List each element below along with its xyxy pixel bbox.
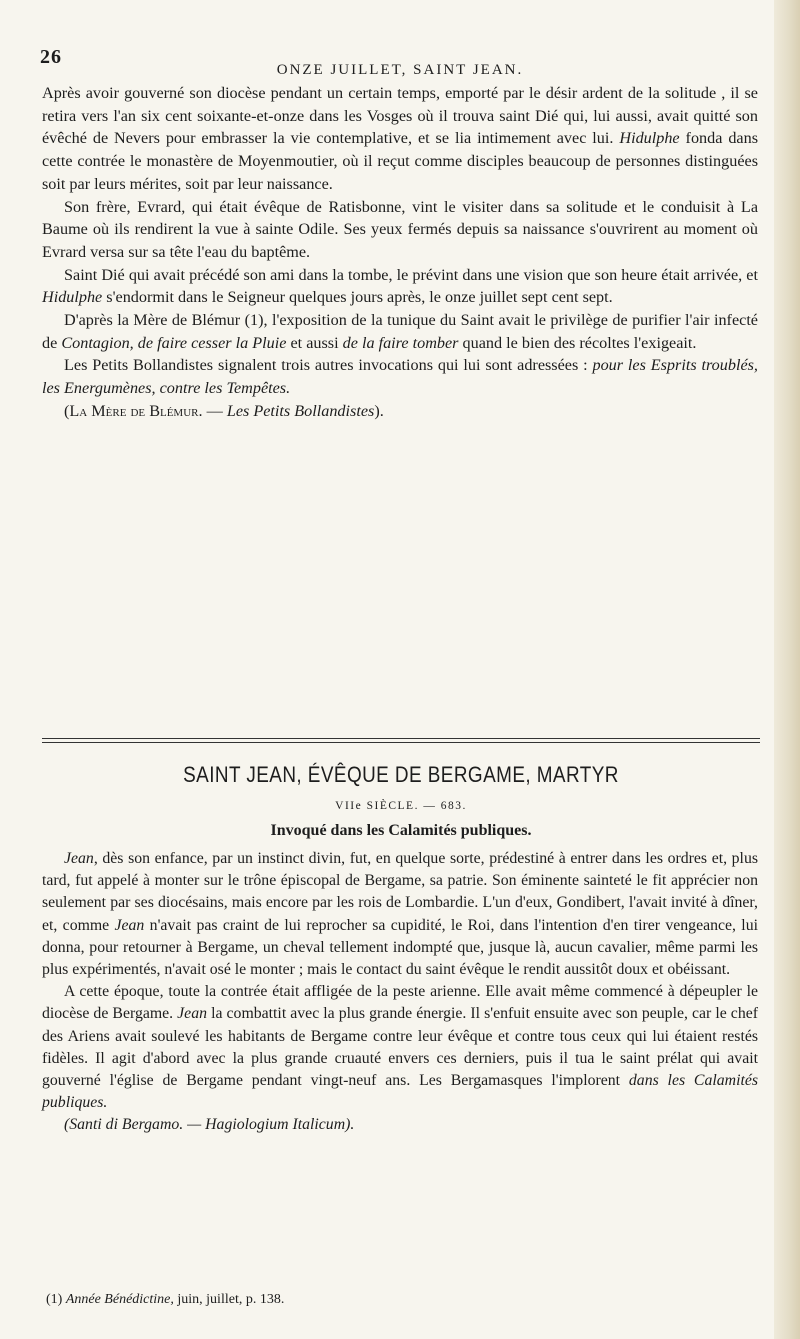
section-saint-hidulphe	[42, 82, 758, 423]
text-italic: Les Petits Bollandistes	[226, 401, 375, 420]
footnote-text: juin, juillet, p. 138.	[173, 1292, 285, 1307]
text: la combattit avec la plus grande énergie. Il s'enfuit ensuite avec son peuple, car le chef des Ariens avait soulevé les habitants de Bergame contre leur évêque et contre tous ceux qui lui étaient restés fidèles. Il agit d'abord avec la plus grande cruauté envers ces derniers, puis il tua le saint prélat qui avait gouverné l'église de Bergame pendant vingt-neuf ans. Les Bergamasques l'implorent	[42, 1005, 758, 1090]
paragraph	[42, 82, 758, 196]
text-italic: de la faire tomber	[342, 333, 459, 352]
running-head: ONZE JUILLET, SAINT JEAN.	[276, 62, 524, 78]
text: , dès son enfance, par un instinct divin, fut, en quelque sorte, prédestiné à entrer dans les ordres et, plus tard, fut appelé à monter sur le trône épiscopal de Bergame, sa patrie. Son éminente sainteté le fit apprécier non seulement par ses diocésains, mais encore par les rois de Lombardie. L'un d'eux, Gondibert, l'avait invité à dîner, et, comme	[42, 850, 758, 934]
footnote	[46, 1292, 284, 1308]
paragraph	[42, 981, 758, 1114]
text: fonda dans cette contrée le monastère de Moyenmoutier, où il reçut comme disciples beaucoup de personnes distinguées soit par leurs mérites, soit par leur naissance.	[42, 129, 759, 193]
text: D'après la Mère de Blémur (1), l'exposition de la tunique du Saint avait le privilège de purifier l'air infecté de	[42, 311, 758, 352]
text-italic: Contagion, de faire cesser la Pluie	[61, 333, 287, 352]
text: n'avait pas craint de lui reprocher sa cupidité, le Roi, dans l'intention d'en tirer vengeance, lui donna, pour retourner à Bergame, un cheval tellement indompté que, jusque là, aucun cavalier, même parmi les plus expérimentés, n'avait osé le monter ; mais le contact du saint évêque le rendit aussitôt doux et obéissant.	[42, 916, 758, 979]
text-italic: (Santi di Bergamo. — Hagiologium Italicum).	[64, 1116, 355, 1134]
text: Après avoir gouverné son diocèse pendant un certain temps, emporté par le désir ardent de la solitude , il se retira vers l'an six cent soixante-et-onze dans les Vosges où il trouva saint Dié qui, lui aussi, avait quitté son évêché de Nevers pour embrasser la vie contemplative, et se lia intimement avec lui.	[42, 84, 758, 148]
text-italic: Hidulphe	[619, 129, 680, 148]
footnote-work: Année Bénédictine,	[65, 1292, 174, 1307]
text: ).	[374, 401, 384, 420]
paragraph	[42, 354, 758, 399]
page-edge	[774, 0, 800, 1339]
section-divider-rule	[42, 742, 760, 743]
text-italic: Jean	[114, 916, 145, 934]
century-line: VIIe SIÈCLE. — 683.	[335, 800, 467, 812]
paragraph	[42, 848, 758, 981]
section-title: SAINT JEAN, ÉVÊQUE DE BERGAME, MARTYR	[183, 762, 619, 787]
invocation-heading: Invoqué dans les Calamités publiques.	[270, 822, 532, 839]
footnote-mark: (1)	[46, 1292, 66, 1307]
page-header	[40, 46, 760, 76]
text-italic: dans les Calamités publiques.	[42, 1072, 759, 1112]
text-italic: Jean	[64, 850, 94, 867]
text: Les Petits Bollandistes signalent trois autres invocations qui lui sont adressées :	[64, 356, 593, 375]
section-saint-jean	[42, 848, 758, 1137]
source-citation	[42, 1114, 758, 1136]
text: s'endormit dans le Seigneur quelques jours après, le onze juillet sept cent sept.	[102, 288, 613, 307]
text-smallcaps: La Mère de Blémur.	[69, 401, 203, 420]
text-italic: Jean	[177, 1005, 207, 1023]
paragraph: Son frère, Evrard, qui était évêque de Ratisbonne, vint le visiter dans sa solitude et le conduisit à La Baume où ils rendirent la vue à sainte Odile. Ses yeux fermés depuis sa naissance s'ouvrirent au moment où Evrard versa sur sa tête l'eau du baptême.	[42, 197, 758, 261]
source-citation	[42, 400, 758, 423]
page-number: 26	[40, 46, 62, 68]
paragraph	[42, 264, 758, 309]
text: quand le bien des récoltes l'exigeait.	[458, 333, 697, 352]
text: —	[202, 401, 227, 420]
paragraph	[42, 309, 758, 354]
text: A cette époque, toute la contrée était affligée de la peste arienne. Elle avait même commencé à dépeupler le diocèse de Bergame.	[42, 983, 758, 1023]
text: (	[64, 401, 70, 420]
text: Saint Dié qui avait précédé son ami dans la tombe, le prévint dans une vision que son heure était arrivée, et	[64, 265, 758, 284]
text: et aussi	[286, 333, 343, 352]
text-italic: pour les Esprits troublés, les Energumènes, contre les Tempêtes.	[42, 356, 758, 398]
text-italic: Hidulphe	[42, 288, 103, 307]
section-divider-rule	[42, 738, 760, 739]
